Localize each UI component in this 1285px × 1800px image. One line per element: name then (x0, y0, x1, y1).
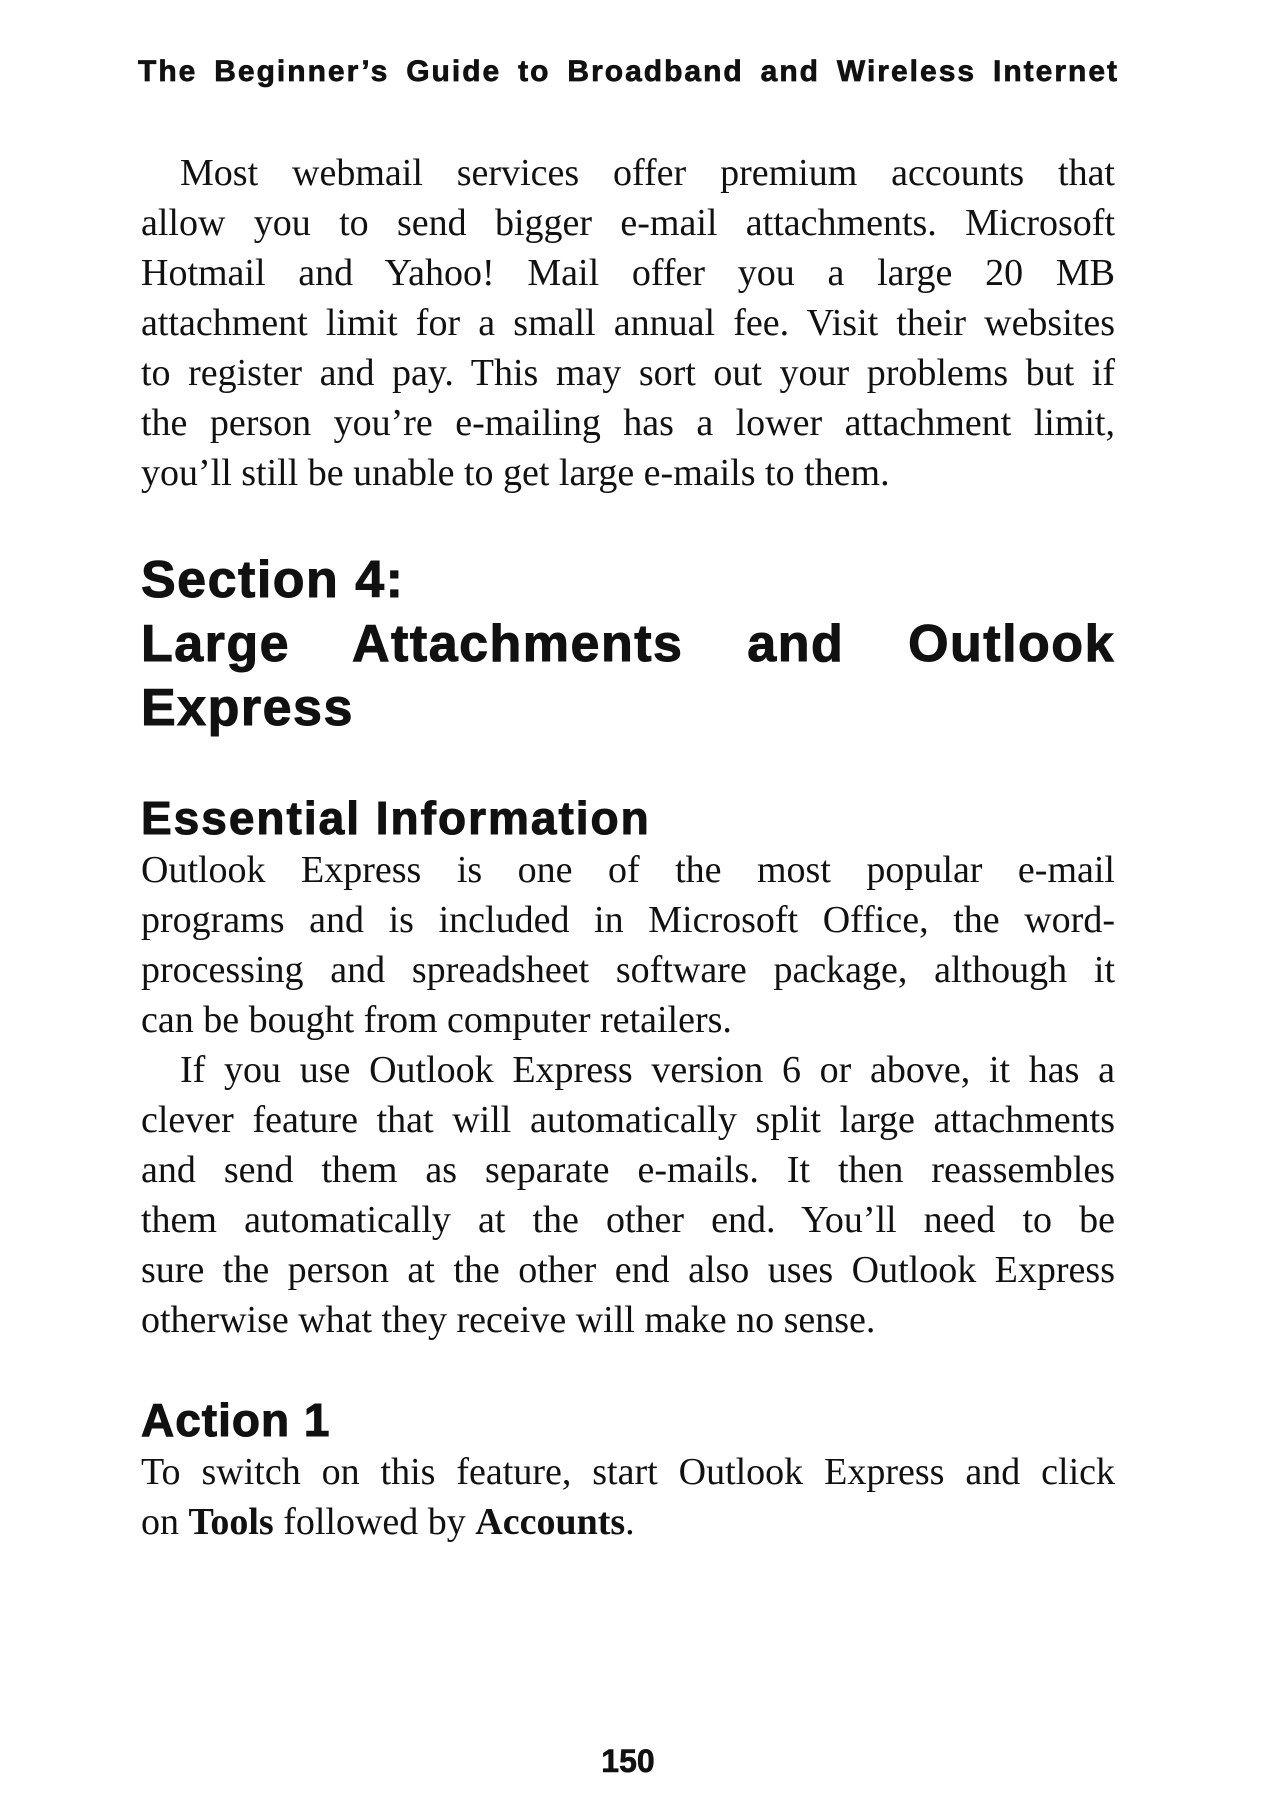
body-paragraph-line: clever feature that will automatically split large attachments (141, 1099, 1115, 1141)
action-text: on (141, 1501, 179, 1543)
body-paragraph-line: If you use Outlook Express version 6 or above, it has a (180, 1049, 1115, 1091)
page-number: 150 (601, 1743, 655, 1779)
intro-paragraph-line: allow you to send bigger e-mail attachments. Microsoft (141, 202, 1115, 244)
intro-paragraph-line: Hotmail and Yahoo! Mail offer you a large 20 MB (141, 252, 1115, 294)
action-text: followed by (283, 1501, 466, 1543)
body-paragraph-line: programs and is included in Microsoft Office, the word- (141, 899, 1115, 941)
body-paragraph-line: sure the person at the other end also uses Outlook Express (141, 1249, 1115, 1291)
section-label: Section 4: (141, 551, 405, 609)
body-paragraph-line: can be bought from computer retailers. (141, 999, 732, 1041)
essential-information-heading: Essential Information (141, 792, 651, 844)
body-paragraph-line: processing and spreadsheet software package, although it (141, 949, 1115, 991)
intro-paragraph-line: to register and pay. This may sort out your problems but if (141, 352, 1115, 394)
menu-name-accounts: Accounts (475, 1501, 626, 1543)
intro-paragraph-line: attachment limit for a small annual fee. Visit their websites (141, 302, 1115, 344)
action-1-body (141, 1447, 1115, 1547)
intro-paragraph-line: Most webmail services offer premium accounts that (180, 152, 1115, 194)
body-paragraph-line: Outlook Express is one of the most popular e-mail (141, 849, 1115, 891)
action-line: To switch on this feature, start Outlook Express and click (141, 1451, 1115, 1493)
intro-paragraph (141, 148, 1115, 498)
intro-paragraph-line: you’ll still be unable to get large e-mails to them. (141, 452, 890, 494)
action-text: . (625, 1501, 635, 1543)
intro-paragraph-line: the person you’re e-mailing has a lower attachment limit, (141, 402, 1115, 444)
section-title-line: Large Attachments and Outlook (141, 615, 1115, 673)
action-1-heading: Action 1 (141, 1394, 331, 1446)
menu-name-tools: Tools (188, 1501, 274, 1543)
section-title-line: Express (141, 679, 354, 737)
action-line (141, 1497, 1115, 1547)
running-head: The Beginner’s Guide to Broadband and Wireless Internet (138, 55, 1119, 88)
body-paragraph-line: and send them as separate e-mails. It then reassembles (141, 1149, 1115, 1191)
essential-information-body (141, 845, 1115, 1345)
body-paragraph-line: them automatically at the other end. You’ll need to be (141, 1199, 1115, 1241)
section-heading (141, 548, 1115, 740)
body-paragraph-line: otherwise what they receive will make no sense. (141, 1299, 876, 1341)
